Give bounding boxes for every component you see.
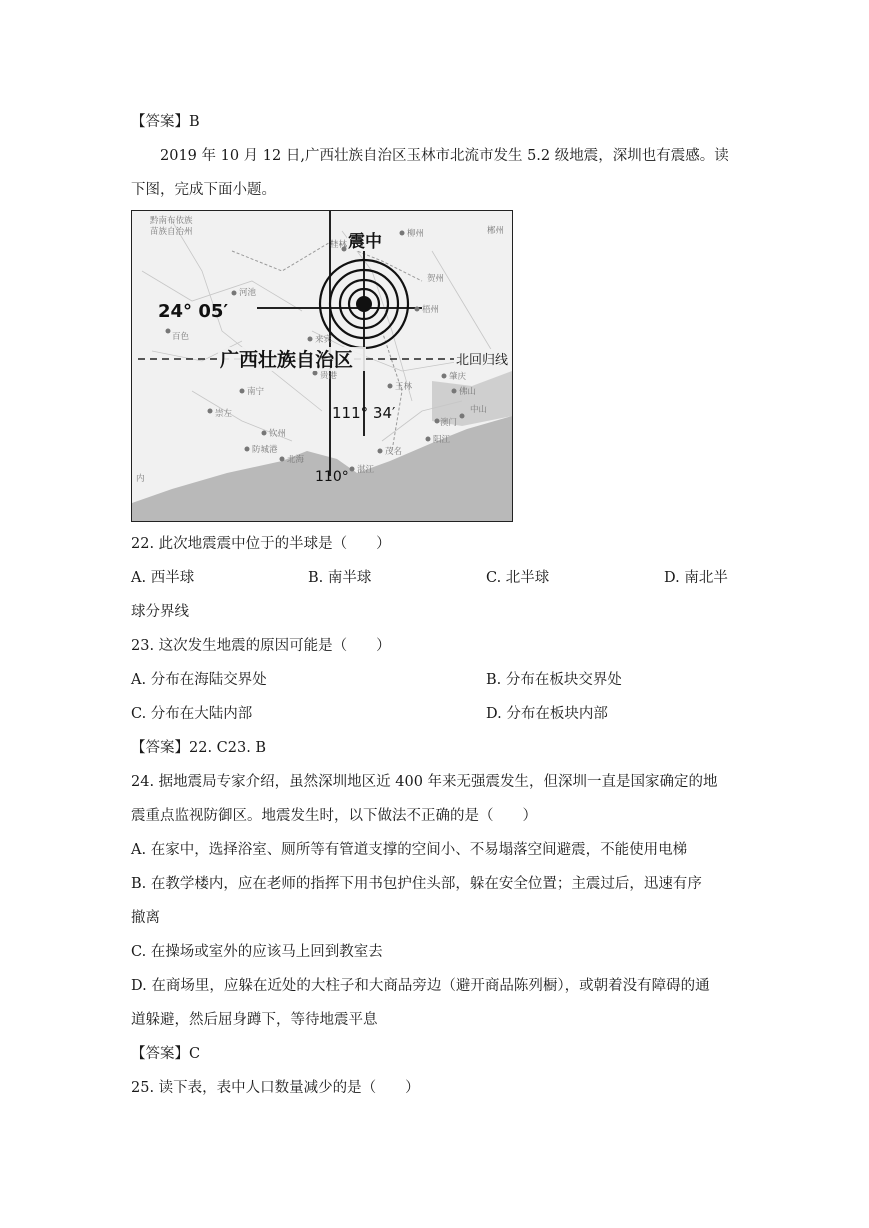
city-label-baise: 百色 — [172, 332, 190, 342]
intro-line-2: 下图，完成下面小题。 — [131, 182, 276, 198]
q24-option-b-2: 撤离 — [131, 910, 160, 926]
q23-option-c: C. 分布在大陆内部 — [131, 706, 253, 722]
q23-option-b: B. 分布在板块交界处 — [486, 672, 622, 688]
city-label-liuzhou: 柳州 — [407, 229, 425, 239]
q24-option-c: C. 在操场或室外的应该马上回到教室去 — [131, 944, 383, 960]
city-label-nanning: 南宁 — [247, 387, 265, 397]
q23-option-a: A. 分布在海陆交界处 — [131, 672, 267, 688]
q22-option-d: D. 南北半 — [664, 570, 728, 586]
q24-option-d-1: D. 在商场里，应躲在近处的大柱子和大商品旁边（避开商品陈列橱），或朝着没有障碍的通 — [131, 978, 710, 994]
q24-option-b-1: B. 在教学楼内，应在老师的指挥下用书包护住头部，躲在安全位置；主震过后，迅速有序 — [131, 876, 702, 892]
top-left-label-1: 黔南布依族 — [150, 216, 193, 226]
intro-line-1: 2019 年 10 月 12 日,广西壮族自治区玉林市北流市发生 5.2 级地震，深圳也有震感。读 — [160, 148, 729, 164]
city-label-yulin: 玉林 — [395, 382, 413, 392]
q22-option-a: A. 西半球 — [131, 570, 195, 586]
top-left-label-2: 苗族自治州 — [150, 227, 193, 237]
city-label-zhongshan: 中山 — [470, 405, 488, 415]
q25-stem: 25. 读下表，表中人口数量减少的是（ ） — [131, 1080, 420, 1096]
latitude-label: 24° 05′ — [158, 301, 229, 322]
earthquake-map — [131, 210, 513, 522]
q24-stem-2: 震重点监视防御区。地震发生时，以下做法不正确的是（ ） — [131, 808, 537, 824]
q22-option-b: B. 南半球 — [308, 570, 372, 586]
city-label-nei: 内 — [136, 474, 145, 484]
q22-option-d-cont: 球分界线 — [131, 604, 189, 620]
q23-stem: 23. 这次发生地震的原因可能是（ ） — [131, 638, 391, 654]
longitude-label: 111° 34′ — [332, 404, 396, 422]
city-label-hezhou: 贺州 — [427, 274, 445, 284]
city-label-zhanjiang: 湛江 — [357, 465, 375, 475]
city-label-foshan: 佛山 — [459, 387, 477, 397]
city-label-zhaoqing: 肇庆 — [449, 372, 467, 382]
city-label-beihai: 北海 — [287, 455, 305, 465]
city-label-qinzhou: 钦州 — [269, 429, 287, 439]
city-label-chongzuo: 崇左 — [215, 409, 233, 419]
q24-option-d-2: 道躲避，然后屈身蹲下，等待地震平息 — [131, 1012, 378, 1028]
city-label-guilin: 桂林 — [330, 240, 348, 250]
city-label-chenzhou: 郴州 — [487, 226, 505, 236]
q24-option-a: A. 在家中，选择浴室、厕所等有管道支撑的空间小、不易塌落空间避震，不能使用电梯 — [131, 842, 688, 858]
region-label: 广西壮族自治区 — [220, 349, 354, 371]
city-label-yangjiang: 阳江 — [433, 435, 451, 445]
epicenter-label: 震中 — [348, 232, 382, 252]
longitude-110-label: 110° — [315, 469, 349, 485]
q22-stem: 22. 此次地震震中位于的半球是（ ） — [131, 536, 391, 552]
answer-1: 【答案】B — [131, 114, 200, 130]
q23-option-d: D. 分布在板块内部 — [486, 706, 608, 722]
city-label-hechi: 河池 — [239, 288, 257, 298]
city-label-wuzhou: 梧州 — [422, 305, 440, 315]
answer-3: 【答案】C — [131, 1046, 201, 1062]
city-label-macau: 澳门 — [440, 418, 458, 428]
q24-stem-1: 24. 据地震局专家介绍，虽然深圳地区近 400 年来无强震发生，但深圳一直是国家确定的地 — [131, 774, 718, 790]
answer-2: 【答案】22. C23. B — [131, 740, 267, 756]
q22-option-c: C. 北半球 — [486, 570, 550, 586]
epicenter-dot — [356, 296, 372, 312]
tropic-label: 北回归线 — [456, 353, 509, 368]
city-label-laibin: 来宾 — [315, 335, 333, 345]
city-label-guigang: 贵港 — [320, 371, 338, 381]
city-label-maoming: 茂名 — [385, 447, 403, 457]
city-label-fangchenggang: 防城港 — [252, 445, 278, 455]
